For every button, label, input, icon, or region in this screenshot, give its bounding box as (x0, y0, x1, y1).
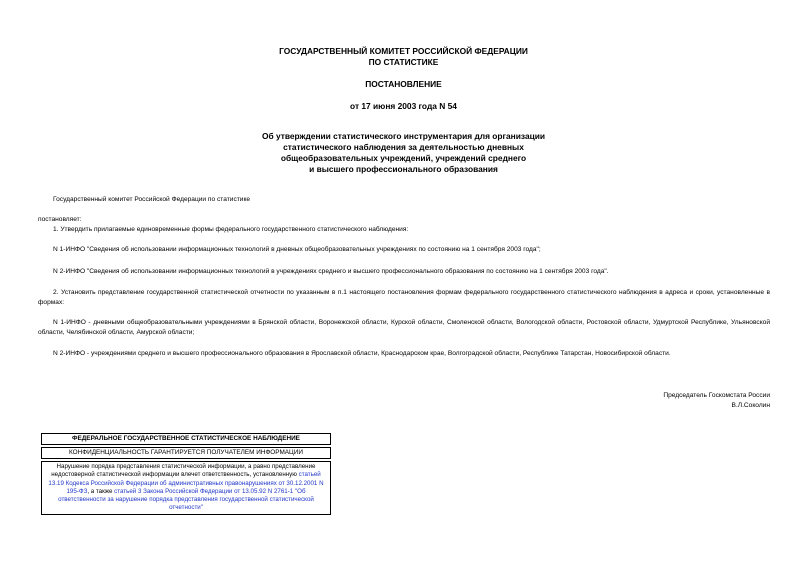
decree-word: постановляет: (38, 216, 82, 223)
document-header (0, 46, 807, 68)
document-date (0, 101, 807, 112)
doc-date-label: от 17 июня 2003 года N 54 (350, 101, 457, 111)
form1-regions-paragraph (38, 318, 770, 337)
subject-line1: Об утверждении статистического инструментария для организации (261, 131, 546, 141)
item2-paragraph (38, 288, 770, 307)
item1-paragraph: 1. Утвердить прилагаемые единовременные формы федерального государственного статистического наблюдения: (53, 226, 409, 233)
signature-position: Председатель Госкомстата России (663, 392, 770, 399)
subject-line2: статистического наблюдения за деятельностью дневных (283, 142, 524, 152)
item2-text: 2. Установить представление государственной статистической отчетности по указанным в п.1 настоящего постановления формам федерального государственного статистического наблюдения в адреса и сроки, установленные в формах: (38, 289, 770, 306)
federal-observation-box: ФЕДЕРАЛЬНОЕ ГОСУДАРСТВЕННОЕ СТАТИСТИЧЕСКОЕ НАБЛЮДЕНИЕ (41, 433, 331, 445)
document-type (0, 79, 807, 90)
form1-regions-text: N 1-ИНФО - дневными общеобразовательными учреждениями в Брянской области, Воронежской области, Курской области, Смоленской области, Вологодской области, Ростовской области, Удмуртской Республике, Ульяновской области, Челябинской области, Амурской области; (38, 319, 770, 336)
subject-line4: и высшего профессионального образования (309, 164, 498, 174)
form2-regions-paragraph: N 2-ИНФО - учреждениями среднего и высшего профессионального образования в Ярославской области, Краснодарском крае, Волгоградской области, Республике Татарстан, Новосибирской области. (53, 350, 671, 357)
note-link-federal-law[interactable]: статьей 3 Закона Российской Федерации от 13.05.92 N 2761-1 "Об ответственности за нарушение порядка представления государственной статистической отчетности" (58, 487, 314, 512)
subject-line3: общеобразовательных учреждений, учреждений среднего (280, 153, 527, 163)
note-text-1: Нарушение порядка представления статистической информации, а равно представление недостоверной статистической информации влечет ответственность, установленную (51, 463, 316, 479)
document-subject (0, 131, 807, 175)
signature-name: В.Л.Соколин (731, 402, 770, 409)
confidentiality-box: КОНФИДЕНЦИАЛЬНОСТЬ ГАРАНТИРУЕТСЯ ПОЛУЧАТЕЛЕМ ИНФОРМАЦИИ (41, 447, 331, 459)
note-text-2: , а также (87, 487, 115, 495)
signature-block (663, 391, 770, 411)
liability-note-box (41, 461, 331, 515)
form1-paragraph: N 1-ИНФО "Сведения об использовании информационных технологий в дневных общеобразовательных учреждениях по состоянию на 1 сентября 2003 года"; (53, 246, 541, 253)
note-link-admin-code[interactable]: статьей 13.19 Кодекса Российской Федерации об административных правонарушениях от 30.12.2001 N 195-ФЗ (48, 471, 324, 495)
intro-paragraph: Государственный комитет Российской Федерации по статистике (53, 196, 251, 203)
form2-paragraph: N 2-ИНФО "Сведения об использовании информационных технологий в учреждениях среднего и высшего профессионального образования по состоянию на 1 сентября 2003 года". (53, 268, 609, 275)
doc-type-label: ПОСТАНОВЛЕНИЕ (365, 79, 442, 89)
org-name-line2: ПО СТАТИСТИКЕ (368, 57, 439, 67)
org-name-line1: ГОСУДАРСТВЕННЫЙ КОМИТЕТ РОССИЙСКОЙ ФЕДЕРАЦИИ (279, 46, 528, 56)
